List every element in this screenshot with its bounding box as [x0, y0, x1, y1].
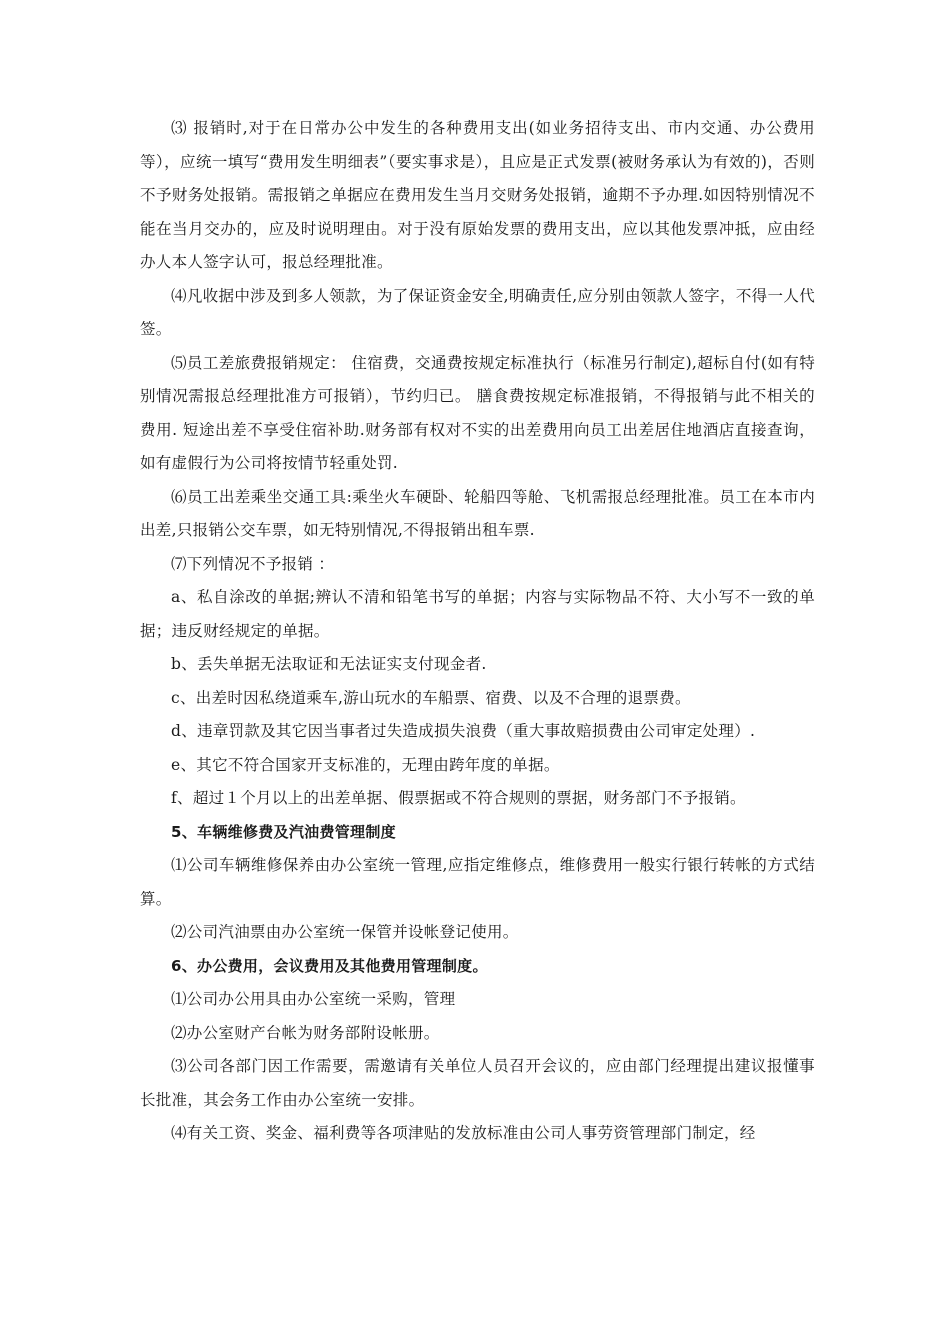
- list-item-7d: d、违章罚款及其它因当事者过失造成损失浪费（重大事故赔损费由公司审定处理）.: [171, 722, 756, 740]
- list-item-7f: f、超过１个月以上的出差单据、假票据或不符合规则的票据，财务部门不予报销。: [171, 789, 746, 807]
- paragraph-office-1: ⑴公司办公用具由办公室统一采购，管理: [171, 990, 456, 1008]
- list-item-7c: c、出差时因私绕道乘车,游山玩水的车船票、宿费、以及不合理的退票费。: [171, 688, 691, 707]
- paragraph-reimburse-4: ⑷凡收据中涉及到多人领款，为了保证资金安全,明确责任,应分别由领款人签字，不得一人代签。: [140, 286, 815, 338]
- paragraph-office-3: ⑶公司各部门因工作需要，需邀请有关单位人员召开会议的，应由部门经理提出建议报懂事长批准，其会务工作由办公室统一安排。: [140, 1057, 815, 1109]
- document-page: [140, 112, 815, 1151]
- list-item-7b: b、丢失单据无法取证和无法证实支付现金者.: [171, 655, 487, 673]
- paragraph-office-4: ⑷有关工资、奖金、福利费等各项津贴的发放标准由公司人事劳资管理部门制定，经: [171, 1124, 756, 1142]
- paragraph-reimburse-7: ⑺下列情况不予报销 ：: [171, 554, 335, 573]
- paragraph-office-2: ⑵办公室财产台帐为财务部附设帐册。: [171, 1023, 440, 1042]
- paragraph-reimburse-6: ⑹员工出差乘坐交通工具:乘坐火车硬卧、轮船四等舱、飞机需报总经理批准。员工在本市内出差,只报销公交车票，如无特别情况,不得报销出租车票.: [140, 487, 815, 539]
- list-item-7e: e、其它不符合国家开支标准的，无理由跨年度的单据。: [171, 755, 560, 774]
- list-item-7a: a、私自涂改的单据;辨认不清和铅笔书写的单据；内容与实际物品不符、大小写不一致的单据；违反财经规定的单据。: [140, 588, 815, 640]
- paragraph-vehicle-1: ⑴公司车辆维修保养由办公室统一管理,应指定维修点，维修费用一般实行银行转帐的方式结算。: [140, 856, 815, 908]
- section-heading-vehicle: 5、车辆维修费及汽油费管理制度: [171, 822, 396, 841]
- paragraph-reimburse-5: ⑸员工差旅费报销规定： 住宿费，交通费按规定标准执行（标准另行制定),超标自付(如有特别情况需报总经理批准方可报销），节约归已。 膳食费按规定标准报销，不得报销与此不相关的费用. 短途出差不享受住宿补助.财务部有权对不实的出差费用向员工出差居住地酒店直接查询，如有虚假行为公司将按情节轻重处罚.: [140, 353, 815, 472]
- paragraph-reimburse-3: ⑶ 报销时,对于在日常办公中发生的各种费用支出(如业务招待支出、市内交通、办公费用等），应统一填写“费用发生明细表”（要实事求是），且应是正式发票(被财务承认为有效的)，否则不予财务处报销。需报销之单据应在费用发生当月交财务处报销，逾期不予办理.如因特别情况不能在当月交办的，应及时说明理由。对于没有原始发票的费用支出，应以其他发票冲抵，应由经办人本人签字认可，报总经理批准。: [140, 119, 815, 271]
- section-heading-office: 6、办公费用，会议费用及其他费用管理制度。: [171, 956, 488, 975]
- paragraph-vehicle-2: ⑵公司汽油票由办公室统一保管并设帐登记使用。: [171, 923, 519, 941]
